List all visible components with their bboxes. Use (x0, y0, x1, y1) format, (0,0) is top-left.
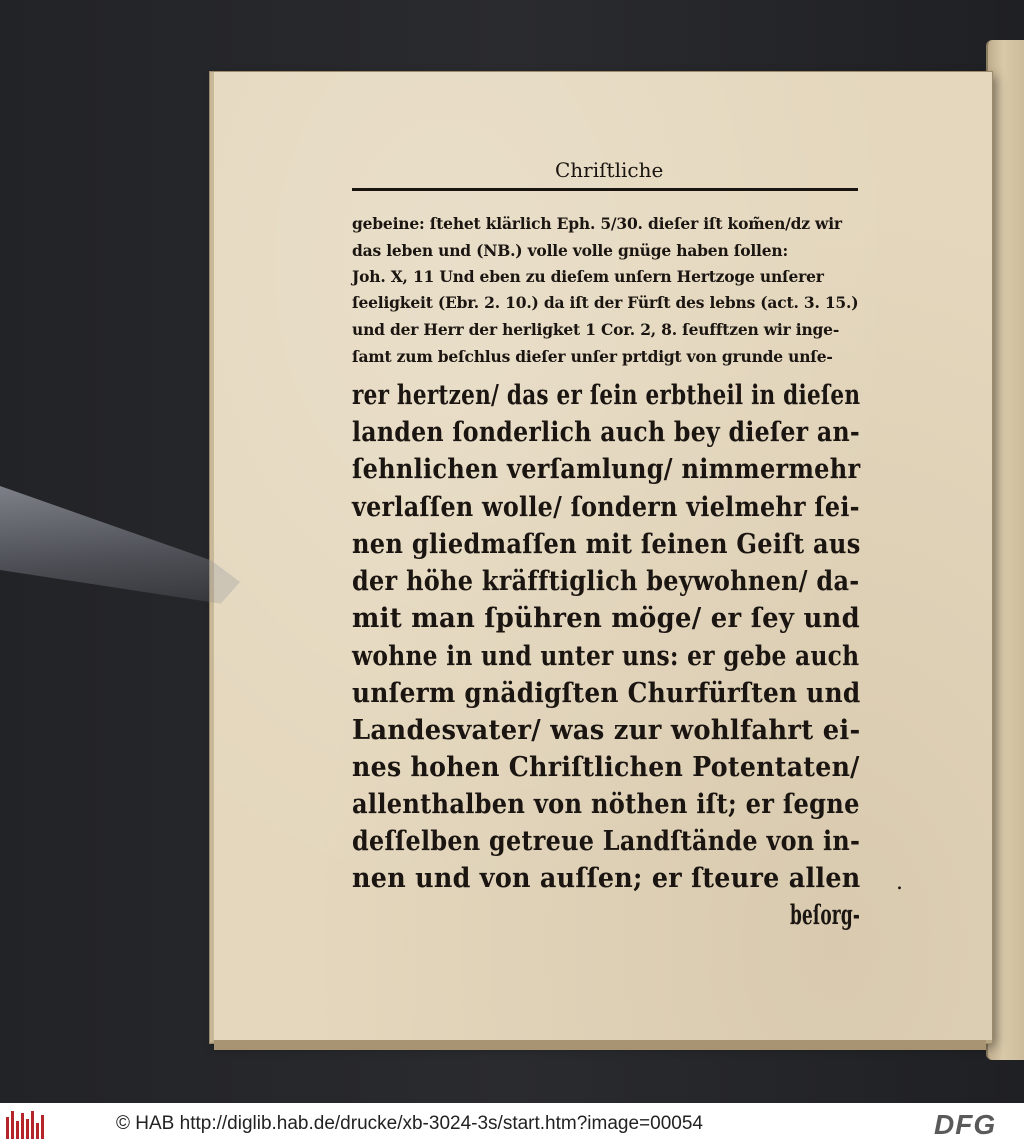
text-line: und der Herr der herligket 1 Cor. 2, 8. ſeufftzen wir inge- (352, 320, 840, 339)
text-line: rer hertzen/ das er ſein erbtheil in dieſen (352, 380, 861, 411)
text-line: allenthalben von nöthen iſt; er ſegne (352, 789, 860, 820)
stray-mark: . (896, 870, 903, 895)
text-line: ſehnlichen verſamlung/ nimmermehr (352, 454, 861, 485)
footer-credit-link[interactable]: © HAB http://diglib.hab.de/drucke/xb-3024-3s/start.htm?image=00054 (116, 1113, 703, 1134)
text-line: Joh. X, 11 Und eben zu dieſem unſern Hertzoge unſerer (352, 267, 824, 286)
page-bottom-edge (214, 1040, 986, 1050)
catchword: beſorg- (790, 900, 861, 931)
text-line: gebeine: ſtehet klärlich Eph. 5/30. dieſer iſt kom̃en/dz wir (352, 214, 842, 233)
hab-logo-icon (6, 1109, 46, 1139)
text-line: mit man ſpühren möge/ er ſey und (352, 603, 861, 634)
text-line: verlaſſen wolle/ ſondern vielmehr ſei- (352, 492, 860, 523)
text-line: unſerm gnädigſten Churfürſten und (352, 678, 861, 709)
dfg-logo: DFG (934, 1109, 997, 1140)
text-line: wohne in und unter uns: er gebe auch (352, 641, 860, 672)
footer-bar (0, 1103, 1024, 1143)
running-head: Chriſtliche (555, 158, 664, 182)
text-line: landen ſonderlich auch bey dieſer an- (352, 417, 860, 448)
header-rule (352, 188, 858, 191)
text-line: deſſelben getreue Landſtände von in- (352, 826, 861, 857)
text-line: ſamt zum beſchlus dieſer unſer prtdigt von grunde unſe- (352, 347, 833, 366)
text-line: nes hohen Chriſtlichen Potentaten/ (352, 752, 860, 783)
text-line: das leben und (NB.) volle volle gnüge haben ſollen: (352, 241, 788, 260)
text-line: ſeeligkeit (Ebr. 2. 10.) da iſt der Fürſt des lebns (act. 3. 15.) (352, 293, 859, 312)
text-line: Landesvater/ was zur wohlfahrt ei- (352, 715, 861, 746)
text-line: nen und von auſſen; er ſteure allen (352, 863, 861, 894)
text-line: nen gliedmaſſen mit ſeinen Geiſt aus (352, 529, 861, 560)
text-line: der höhe kräfftiglich beywohnen/ da- (352, 566, 860, 597)
